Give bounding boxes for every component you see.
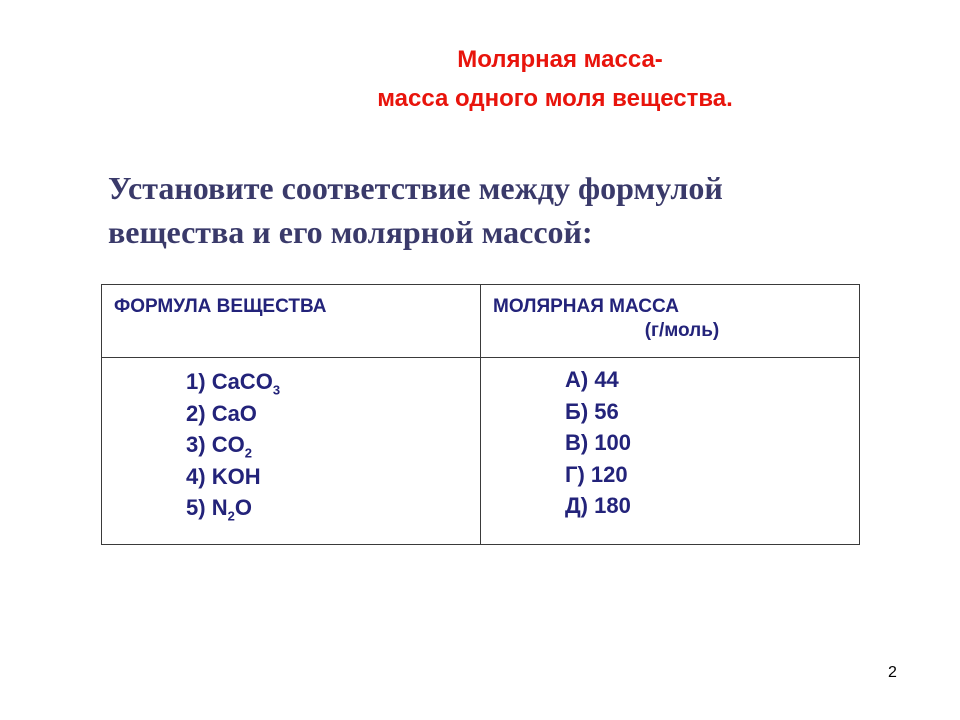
list-item: 5) $N_2O$ [186,495,252,524]
header-formula: ФОРМУЛА ВЕЩЕСТВА [114,296,327,317]
header-mass-cell [481,285,860,358]
list-item: В) 100 [565,430,632,455]
task-line-2: вещества и его молярной массой: [108,214,593,250]
formulas-cell [102,358,481,545]
list-item: 4) KOH [186,463,261,489]
title-line-2: масса одного моля вещества. [377,85,733,112]
header-mass: МОЛЯРНАЯ МАССА [493,296,679,317]
matching-table [101,284,860,545]
list-item: 2) CaO [186,400,257,426]
page-number: 2 [888,664,897,681]
task-line-1: Установите соответствие между формулой [108,170,723,206]
task-text [108,166,868,254]
header-mass-unit: (г/моль) [644,320,720,341]
table-body-row [102,358,860,545]
list-item: 1) CaCO$_3$ [186,369,281,398]
masses-cell [481,358,860,545]
header-formula-cell [102,285,481,358]
mass-list [481,358,859,522]
list-item: Г) 120 [565,461,628,487]
list-item: 3) $CO_2$ [186,432,252,461]
list-item: А) 44 [565,367,619,392]
table-header-row [102,285,860,358]
formula-list [102,358,480,524]
list-item: Д) 180 [565,493,631,518]
slide-title [0,40,960,118]
title-line-1: Молярная масса- [457,46,663,73]
list-item: Б) 56 [565,398,619,424]
